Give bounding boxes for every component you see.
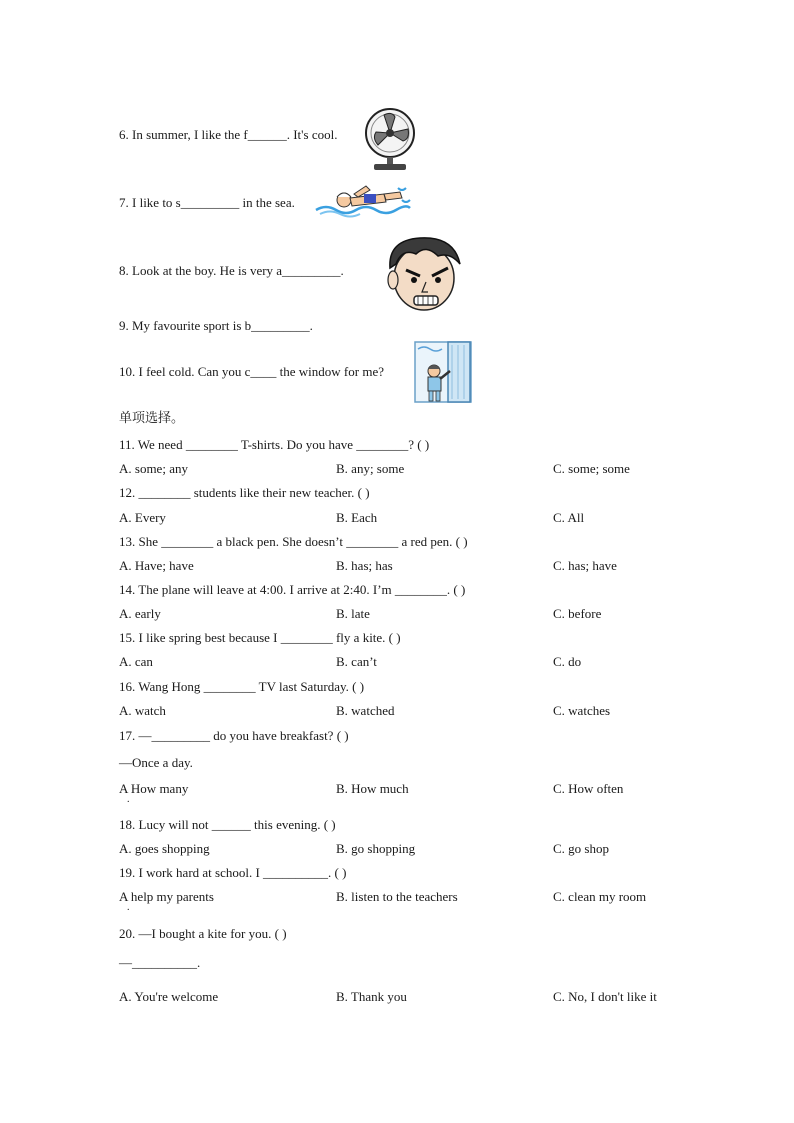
q20-option-c[interactable]: C. No, I don't like it <box>553 989 657 1004</box>
q12-option-a[interactable]: A. Every <box>119 510 166 525</box>
question-10: 10. I feel cold. Can you c____ the window for me? <box>119 364 384 379</box>
question-20: 20. —I bought a kite for you. ( ) <box>119 926 287 941</box>
question-15: 15. I like spring best because I ________ fly a kite. ( ) <box>119 630 401 645</box>
swimmer-icon <box>314 184 412 218</box>
q13-option-c[interactable]: C. has; have <box>553 558 617 573</box>
question-9: 9. My favourite sport is b_________. <box>119 318 313 333</box>
child-closing-window-icon <box>414 341 472 403</box>
q17-reply: —Once a day. <box>119 755 193 770</box>
q15-option-b[interactable]: B. can’t <box>336 654 377 669</box>
question-19: 19. I work hard at school. I __________. ( ) <box>119 865 347 880</box>
q16-option-a[interactable]: A. watch <box>119 703 166 718</box>
q15-option-a[interactable]: A. can <box>119 654 153 669</box>
q12-option-c[interactable]: C. All <box>553 510 585 525</box>
section-heading: 单项选择。 <box>119 411 185 426</box>
q14-option-a[interactable]: A. early <box>119 606 161 621</box>
question-7: 7. I like to s_________ in the sea. <box>119 195 295 210</box>
question-8: 8. Look at the boy. He is very a_________. <box>119 263 344 278</box>
q16-option-c[interactable]: C. watches <box>553 703 611 718</box>
question-14: 14. The plane will leave at 4:00. I arrive at 2:40. I’m ________. ( ) <box>119 582 466 597</box>
question-13: 13. She ________ a black pen. She doesn’t ________ a red pen. ( ) <box>119 534 468 549</box>
q18-option-a[interactable]: A. goes shopping <box>119 841 210 856</box>
q17-option-b[interactable]: B. How much <box>336 781 409 796</box>
question-6: 6. In summer, I like the f______. It's cool. <box>119 127 338 142</box>
q13-option-a[interactable]: A. Have; have <box>119 558 194 573</box>
question-18: 18. Lucy will not ______ this evening. ( ) <box>119 817 336 832</box>
q20-option-b[interactable]: B. Thank you <box>336 989 407 1004</box>
q14-option-b[interactable]: B. late <box>336 606 370 621</box>
q17-option-c[interactable]: C. How often <box>553 781 624 796</box>
q19-option-a-dot: . <box>127 902 130 913</box>
q15-option-c[interactable]: C. do <box>553 654 582 669</box>
q18-option-b[interactable]: B. go shopping <box>336 841 416 856</box>
q12-option-b[interactable]: B. Each <box>336 510 378 525</box>
q19-option-b[interactable]: B. listen to the teachers <box>336 889 458 904</box>
q11-option-b[interactable]: B. any; some <box>336 461 405 476</box>
question-12: 12. ________ students like their new teacher. ( ) <box>119 485 370 500</box>
q11-option-c[interactable]: C. some; some <box>553 461 630 476</box>
q16-option-b[interactable]: B. watched <box>336 703 395 718</box>
angry-boy-icon <box>380 234 464 312</box>
question-16: 16. Wang Hong ________ TV last Saturday. ( ) <box>119 679 365 694</box>
q17-option-a[interactable]: A How many <box>119 781 189 796</box>
q13-option-b[interactable]: B. has; has <box>336 558 393 573</box>
electric-fan-icon <box>362 103 418 171</box>
q20-reply: —__________. <box>119 955 201 970</box>
q18-option-c[interactable]: C. go shop <box>553 841 609 856</box>
q20-option-a[interactable]: A. You're welcome <box>119 989 219 1004</box>
q19-option-c[interactable]: C. clean my room <box>553 889 647 904</box>
q19-option-a[interactable]: A help my parents <box>119 889 214 904</box>
q11-option-a[interactable]: A. some; any <box>119 461 188 476</box>
question-17: 17. —_________ do you have breakfast? ( ) <box>119 728 349 743</box>
question-11: 11. We need ________ T-shirts. Do you have ________? ( ) <box>119 437 430 452</box>
q14-option-c[interactable]: C. before <box>553 606 602 621</box>
q17-option-a-dot: . <box>127 794 130 805</box>
